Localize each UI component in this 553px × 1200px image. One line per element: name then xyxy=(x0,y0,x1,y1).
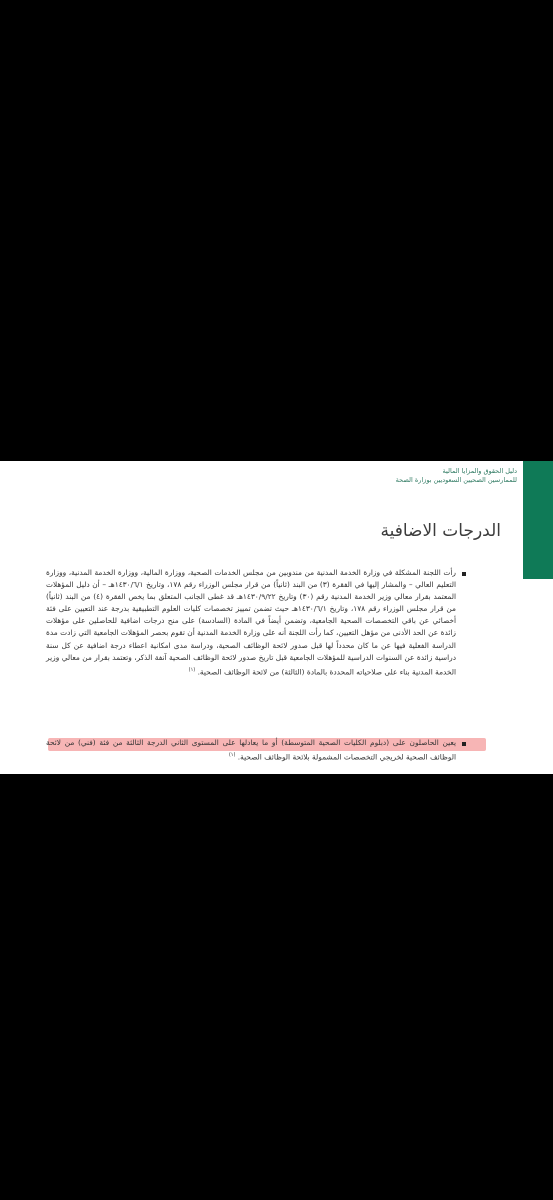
document-page xyxy=(0,461,553,774)
bullet-icon xyxy=(462,742,466,746)
paragraph-1 xyxy=(46,567,456,678)
document-header xyxy=(257,467,517,485)
paragraph-2-text: يعين الحاصلون على (دبلوم الكليات الصحية المتوسطة) أو ما يعادلها على المستوى الثاني الدرجة الثالثة من فئة (فني) من لائحة الوظائف الصحية لخريجي التخصصات المشمولة بلائحة الوظائف الصحية. xyxy=(46,738,456,762)
paragraph-1-footnote: (١) xyxy=(188,666,196,673)
paragraph-1-text: رأت اللجنة المشكلة في وزارة الخدمة المدنية من مندوبين من مجلس الخدمات الصحية، ووزارة المالية، ووزارة الخدمة المدنية، ووزارة التعليم العالي – والمشار إليها في الفقرة (٣) من البند (ثانياً) من قرار مجلس الوزراء رقم ١٧٨، وتاريخ ١٤٣٠/٦/١هـ – أن دليل المؤهلات المعتمد بقرار معالي وزير الخدمة المدنية رقم (٣٠) وتاريخ ١٤٣٠/٩/٢٢هـ قد غطى الجانب المتعلق بما يخص الفقرة (٤) من البند (ثانياً) من قرار مجلس الوزراء رقم ١٧٨، وتاريخ ١٤٣٠/٦/١هـ حيث تضمن تمييز تخصصات كليات العلوم التطبيقية بدرجة عند التعيين على فئة أخصائي عن باقي التخصصات الصحية الجامعية، وتضمن أيضاً في المادة (السادسة) على منح درجات اضافية للحاصلين على مؤهلات زائدة عن الحد الأدنى من مؤهل التعيين، كما رأت اللجنة أنه على وزارة الخدمة المدنية أن تقوم بحصر المؤهلات الجامعية التي زادت مدة الدراسة الفعلية فيها عن ما كان محدداً لها قبل صدور لائحة الوظائف الصحية، ودراسة مدى امكانية اعطاء درجة اضافية عن كل سنة دراسية زائدة عن السنوات الدراسية للمؤهلات الجامعية قبل تاريخ صدور لائحة الوظائف الصحية آنفة الذكر، وتعتمد بقرار من معالي وزير الخدمة المدنية بناء على صلاحياته المحددة بالمادة (الثالثة) من لائحة الوظائف الصحية. xyxy=(46,568,457,677)
header-line-2: للممارسين الصحيين السعوديين بوزارة الصحة xyxy=(395,476,517,484)
header-line-1: دليل الحقوق والمزايا المالية xyxy=(442,467,517,475)
section-title: الدرجات الاضافية xyxy=(380,521,501,541)
paragraph-2 xyxy=(46,737,456,764)
bullet-icon xyxy=(462,572,466,576)
paragraph-2-footnote: (١) xyxy=(228,752,236,759)
green-side-bar xyxy=(523,461,553,579)
